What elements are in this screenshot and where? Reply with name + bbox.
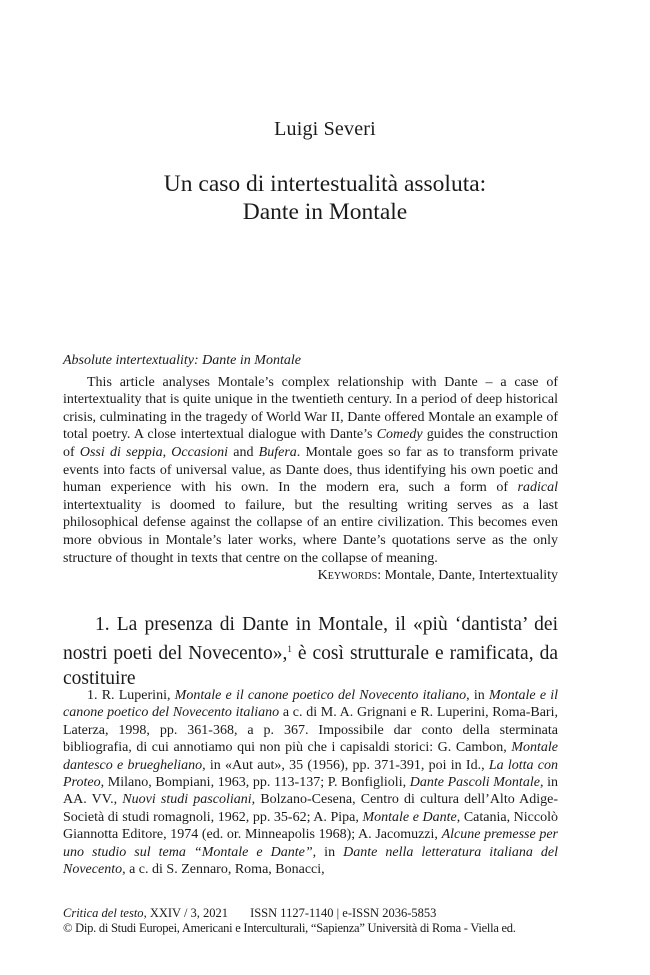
page-footer <box>63 906 558 936</box>
footnote-text: , in «Aut aut», 35 (1956), pp. 371-391, poi in Id., <box>202 757 489 773</box>
footnote-italic: Montale e Dante <box>362 809 457 825</box>
abstract-title: Absolute intertextuality: Dante in Montale <box>63 353 301 368</box>
issn: ISSN 1127-1140 | e-ISSN 2036-5853 <box>250 906 437 920</box>
footnote-italic: La lotta con Proteo <box>63 757 558 791</box>
author-name: Luigi Severi <box>274 118 376 140</box>
abstract-italic: Ossi di seppia <box>79 444 163 460</box>
abstract-text: and <box>228 444 259 460</box>
abstract <box>63 352 558 585</box>
footnote-italic: Dante Pascoli Montale <box>409 775 540 791</box>
abstract-italic: Occasioni <box>171 444 229 460</box>
footnote-italic: Nuovi studi pascoliani <box>122 792 252 808</box>
abstract-italic: Comedy <box>376 427 423 443</box>
section-text: è così strutturale e ramificata, da costituire <box>63 643 558 689</box>
keywords <box>63 567 558 585</box>
journal-issue: , XXIV / 3, 2021 <box>143 906 229 920</box>
section-opening <box>63 612 558 691</box>
abstract-body <box>63 374 558 568</box>
footnote-text: , Milano, Bompiani, 1963, pp. 113-137; P. Bonfiglioli, <box>100 775 410 791</box>
footnote-italic: Montale e il canone poetico del Novecento italiano <box>63 688 559 721</box>
footnote-italic: Alcune premesse per uno studio sul tema “Montale e Dante” <box>63 827 559 860</box>
footnote-text: a c. di M. A. Grignani e R. Luperini, Roma-Bari, Laterza, 1998, pp. 361-368, a p. 367. Impossibile dar conto della sterminata bibliografia, di cui annotiamo qui non più che i capisaldi storici: G. Cambon, <box>63 705 558 756</box>
title-line-2: Dante in Montale <box>242 199 408 225</box>
footnote-1 <box>63 687 558 878</box>
footnote-text: , Bolzano-Cesena, Centro di cultura dell’Alto Adige-Società di studi romagnoli, 1962, pp. 35-62; A. Pipa, <box>63 792 559 825</box>
abstract-text: intertextuality is doomed to failure, but the resulting writing serves as a last philosophical defense against the collapse of an entire civilization. This becomes even more obvious in Montale’s later works, where Dante’s quotations serve as the only structure of thought in texts that centre on the collapse of meaning. <box>63 497 558 566</box>
footnote-text: , in <box>466 688 489 703</box>
footnote-text: , in AA. VV., <box>63 775 558 808</box>
abstract-text: , <box>162 444 172 460</box>
keywords-label: Keywords <box>317 568 378 584</box>
journal-name: Critica del testo <box>63 906 144 920</box>
abstract-text: . Montale goes so far as to transform private events into facts of universal value, as Dante does, thus identifying his own poetic and human experience with his own. In the modern era, such a form of <box>63 444 558 496</box>
footnote-text: , in <box>312 844 344 860</box>
abstract-italic: Bufera <box>258 444 297 460</box>
footnote-text: 1. R. Luperini, <box>87 688 175 703</box>
abstract-italic: radical <box>517 480 558 496</box>
keywords-list: : Montale, Dante, Intertextuality <box>377 568 558 584</box>
footnote-text: , a c. di S. Zennaro, Roma, Bonacci, <box>122 862 325 878</box>
abstract-text: guides the construction of <box>63 427 558 460</box>
section-text: 1. La presenza di Dante in Montale, il «più ‘dantista’ dei nostri poeti del Novecento», <box>63 614 558 664</box>
abstract-text: This article analyses Montale’s complex relationship with Dante – a case of intertextuality that is quite unique in the twentieth century. In a period of deep historical crisis, culminating in the tragedy of World War II, Dante offered Montale an example of total poetry. A close intertextual dialogue with Dante’s <box>63 374 558 443</box>
footnote-reference: 1 <box>287 644 292 654</box>
article-title <box>0 170 650 226</box>
footnote-italic: Dante nella letteratura italiana del Novecento <box>63 844 558 878</box>
footnote-italic: Montale dantesco e brueghelіano <box>63 740 558 773</box>
footnote-text: , Catania, Niccolò Giannotta Editore, 1974 (ed. or. Minneapolis 1968); A. Jacomuzzi, <box>63 809 558 843</box>
footnote-italic: Montale e il canone poetico del Novecento italiano <box>174 688 467 703</box>
title-line-1: Un caso di intertestualità assoluta: <box>163 171 487 197</box>
copyright: © Dip. di Studi Europei, Americani e Interculturali, “Sapienza” Università di Roma - Viella ed. <box>63 921 516 935</box>
footer-line-1 <box>63 906 558 921</box>
